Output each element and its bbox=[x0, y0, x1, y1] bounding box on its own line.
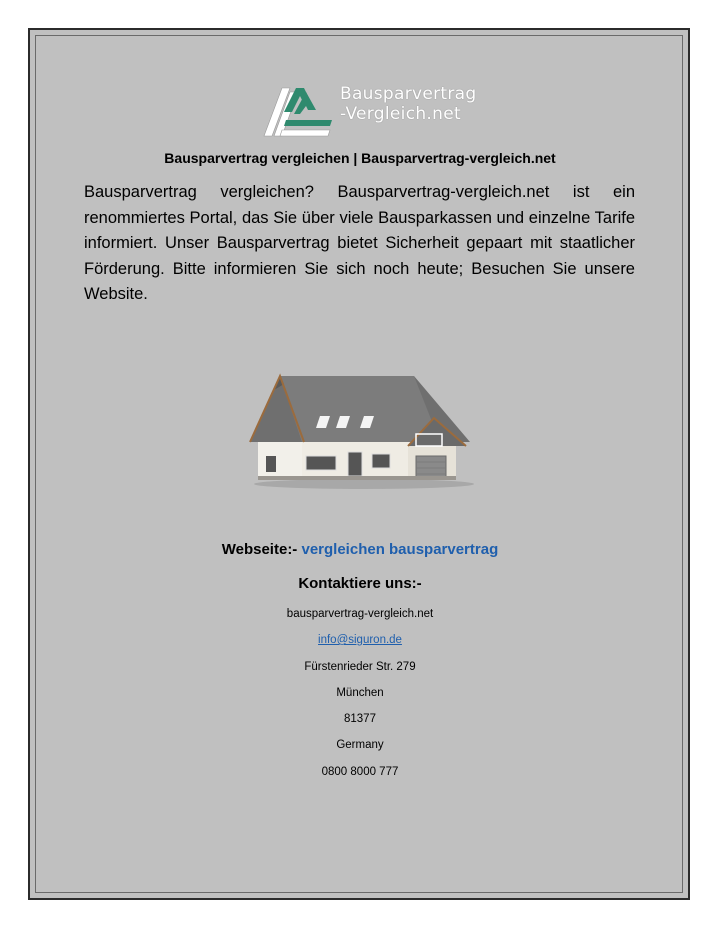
contact-domain: bausparvertrag-vergleich.net bbox=[286, 608, 434, 620]
contact-street: Fürstenrieder Str. 279 bbox=[304, 661, 416, 673]
contact-phone: 0800 8000 777 bbox=[321, 766, 399, 778]
page-title: Bausparvertrag vergleichen | Bausparvertrag-vergleich.net bbox=[164, 150, 556, 166]
logo-text bbox=[340, 84, 476, 124]
website-label: Webseite:- bbox=[221, 541, 298, 558]
contact-email-link[interactable]: info@siguron.de bbox=[318, 634, 402, 646]
logo-line-2: -Vergleich.net bbox=[340, 104, 461, 124]
contact-zip: 81377 bbox=[344, 713, 376, 725]
contact-country: Germany bbox=[336, 739, 384, 751]
website-line bbox=[0, 541, 720, 558]
logo-line-1: Bausparvertrag bbox=[340, 84, 477, 104]
house-image bbox=[244, 372, 476, 490]
contact-title: Kontaktiere uns:- bbox=[298, 575, 422, 592]
intro-paragraph: Bausparvertrag vergleichen? Bausparvertrag-vergleich.net ist ein renommiertes Portal, das Sie über viele Bausparkassen und einzelne Tarife informiert. Unser Bausparvertrag bietet Sicherheit gepaart mit staatlicher Förderung. Bitte informieren Sie sich noch heute; Besuchen Sie unsere Website. bbox=[84, 183, 635, 303]
website-link[interactable]: vergleichen bausparvertrag bbox=[301, 541, 499, 558]
logo-icon bbox=[260, 84, 336, 138]
site-logo[interactable] bbox=[260, 84, 477, 138]
contact-city: München bbox=[336, 687, 384, 699]
